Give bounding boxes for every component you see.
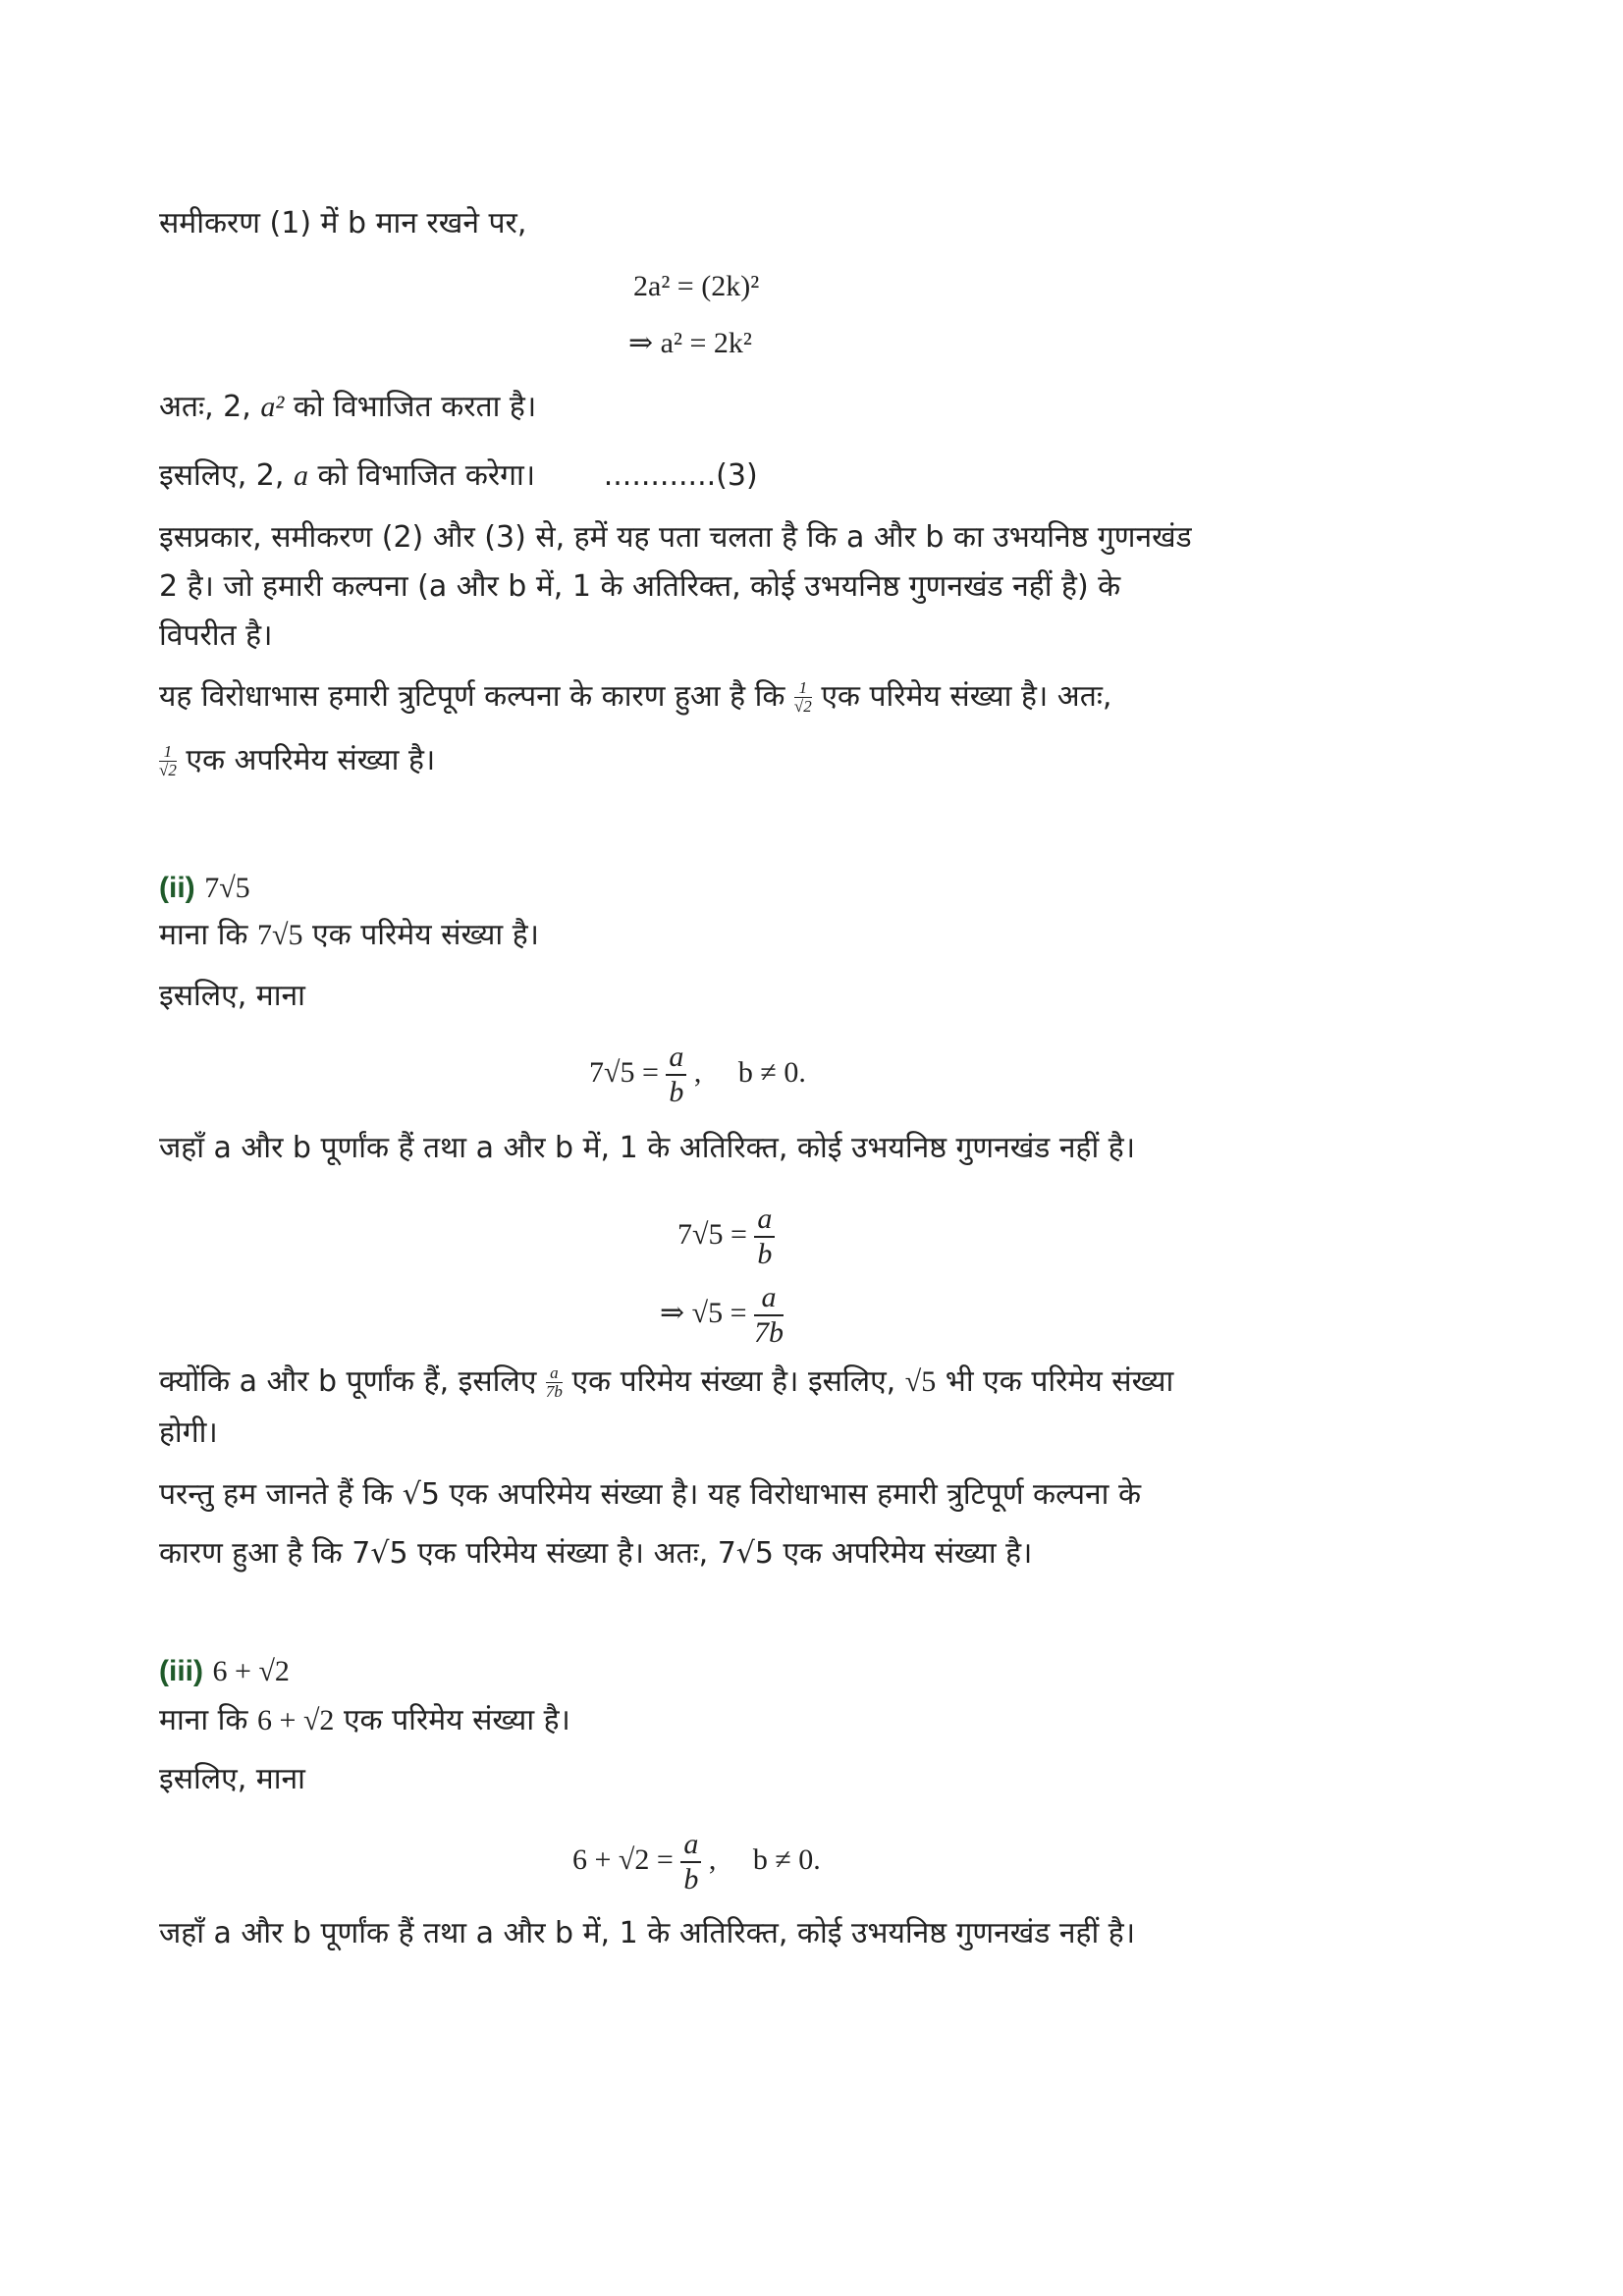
text: माना कि bbox=[159, 1703, 248, 1737]
fraction-1-over-root2 bbox=[794, 679, 812, 716]
numerator: 1 bbox=[159, 743, 177, 762]
math-a: a bbox=[293, 459, 308, 492]
substitution-intro: समीकरण (1) में b मान रखने पर, bbox=[159, 206, 527, 240]
denominator: b bbox=[683, 1863, 699, 1896]
denominator: 7b bbox=[754, 1316, 784, 1349]
math-root5: √5 bbox=[904, 1365, 937, 1398]
part-ii-heading bbox=[159, 869, 250, 908]
math-a-squared: a² bbox=[260, 391, 285, 423]
part-expression: 6 + √2 bbox=[212, 1655, 290, 1687]
text: क्योंकि a और b पूर्णांक हैं, इसलिए bbox=[159, 1364, 537, 1399]
numerator: a bbox=[754, 1281, 784, 1316]
text: इसलिए, 2, bbox=[159, 458, 285, 493]
text: एक अपरिमेय संख्या है। bbox=[186, 743, 436, 777]
condition: , b ≠ 0. bbox=[708, 1842, 821, 1876]
denominator: b bbox=[669, 1076, 684, 1108]
text: को विभाजित करता है। bbox=[293, 390, 537, 424]
math-expression: 7√5 bbox=[257, 919, 303, 951]
equation-ref-3: ............(3) bbox=[603, 458, 758, 493]
part-label: (ii) bbox=[159, 872, 195, 904]
divides-a-line bbox=[159, 456, 758, 496]
numerator: a bbox=[546, 1364, 563, 1383]
equation-root5-a-over-7b bbox=[660, 1281, 784, 1350]
equation-7root5 bbox=[677, 1202, 775, 1271]
contradiction-line bbox=[159, 677, 1111, 717]
paragraph-line: विपरीत है। bbox=[159, 618, 273, 653]
text: एक परिमेय संख्या है। इसलिए, bbox=[571, 1364, 896, 1399]
equation-2a-squared: 2a² = (2k)² bbox=[633, 270, 760, 302]
fraction-1-over-root2 bbox=[159, 743, 177, 779]
part-expression: 7√5 bbox=[204, 872, 250, 904]
equation-7root5-a-over-b bbox=[589, 1041, 806, 1109]
because-line bbox=[159, 1362, 1173, 1402]
numerator: 1 bbox=[794, 679, 812, 698]
text: एक परिमेय संख्या है। अतः, bbox=[821, 679, 1112, 714]
conclusion-line bbox=[159, 741, 435, 780]
fraction-a-over-7b bbox=[546, 1364, 563, 1401]
fraction bbox=[680, 1828, 701, 1896]
text: भी एक परिमेय संख्या bbox=[945, 1364, 1174, 1399]
fraction bbox=[666, 1041, 686, 1109]
text: एक परिमेय संख्या है। bbox=[343, 1703, 570, 1737]
paragraph-line: इसप्रकार, समीकरण (2) और (3) से, हमें यह पता चलता है कि a और b का उभयनिष्ठ गुणनखंड bbox=[159, 520, 1192, 555]
part-iii-heading bbox=[159, 1652, 290, 1691]
conclusion-line: कारण हुआ है कि 7√5 एक परिमेय संख्या है। अतः, 7√5 एक अपरिमेय संख्या है। bbox=[159, 1536, 1033, 1571]
lhs: 6 + √2 = bbox=[572, 1842, 674, 1876]
divides-a-squared-line bbox=[159, 388, 536, 427]
text: यह विरोधाभास हमारी त्रुटिपूर्ण कल्पना के कारण हुआ है कि bbox=[159, 679, 785, 714]
paragraph-line: 2 है। जो हमारी कल्पना (a और b में, 1 के अतिरिक्त, कोई उभयनिष्ठ गुणनखंड नहीं है) के bbox=[159, 569, 1121, 604]
condition: , b ≠ 0. bbox=[693, 1055, 806, 1089]
text: माना कि bbox=[159, 918, 248, 952]
integers-line: जहाँ a और b पूर्णांक हैं तथा a और b में, 1 के अतिरिक्त, कोई उभयनिष्ठ गुणनखंड नहीं है। bbox=[159, 1916, 1136, 1950]
fraction bbox=[754, 1202, 775, 1271]
numerator: a bbox=[666, 1041, 686, 1076]
lhs: ⇒ √5 = bbox=[660, 1296, 747, 1329]
integers-line: जहाँ a और b पूर्णांक हैं तथा a और b में, 1 के अतिरिक्त, कोई उभयनिष्ठ गुणनखंड नहीं है। bbox=[159, 1131, 1136, 1165]
contradiction-line: परन्तु हम जानते हैं कि √5 एक अपरिमेय संख्या है। यह विरोधाभास हमारी त्रुटिपूर्ण कल्पना के bbox=[159, 1477, 1142, 1512]
therefore-let-line: इसलिए, माना bbox=[159, 1762, 305, 1796]
will-be-line: होगी। bbox=[159, 1415, 218, 1450]
math-expression: 6 + √2 bbox=[257, 1704, 335, 1736]
fraction bbox=[754, 1281, 784, 1350]
numerator: a bbox=[754, 1202, 775, 1238]
lhs: 7√5 = bbox=[677, 1217, 747, 1251]
equation-6-plus-root2 bbox=[572, 1828, 821, 1896]
therefore-let-line: इसलिए, माना bbox=[159, 979, 305, 1013]
denominator: √2 bbox=[793, 697, 812, 716]
denominator: b bbox=[757, 1238, 773, 1270]
assumption-line bbox=[159, 916, 539, 955]
text: एक परिमेय संख्या है। bbox=[312, 918, 540, 952]
lhs: 7√5 = bbox=[589, 1055, 659, 1089]
part-label: (iii) bbox=[159, 1655, 203, 1687]
text: को विभाजित करेगा। bbox=[317, 458, 536, 493]
assumption-line bbox=[159, 1701, 570, 1740]
denominator: 7b bbox=[545, 1382, 563, 1401]
equation-a-squared: ⇒ a² = 2k² bbox=[628, 327, 752, 359]
numerator: a bbox=[680, 1828, 701, 1863]
text: अतः, 2, bbox=[159, 390, 251, 424]
denominator: √2 bbox=[159, 761, 177, 779]
